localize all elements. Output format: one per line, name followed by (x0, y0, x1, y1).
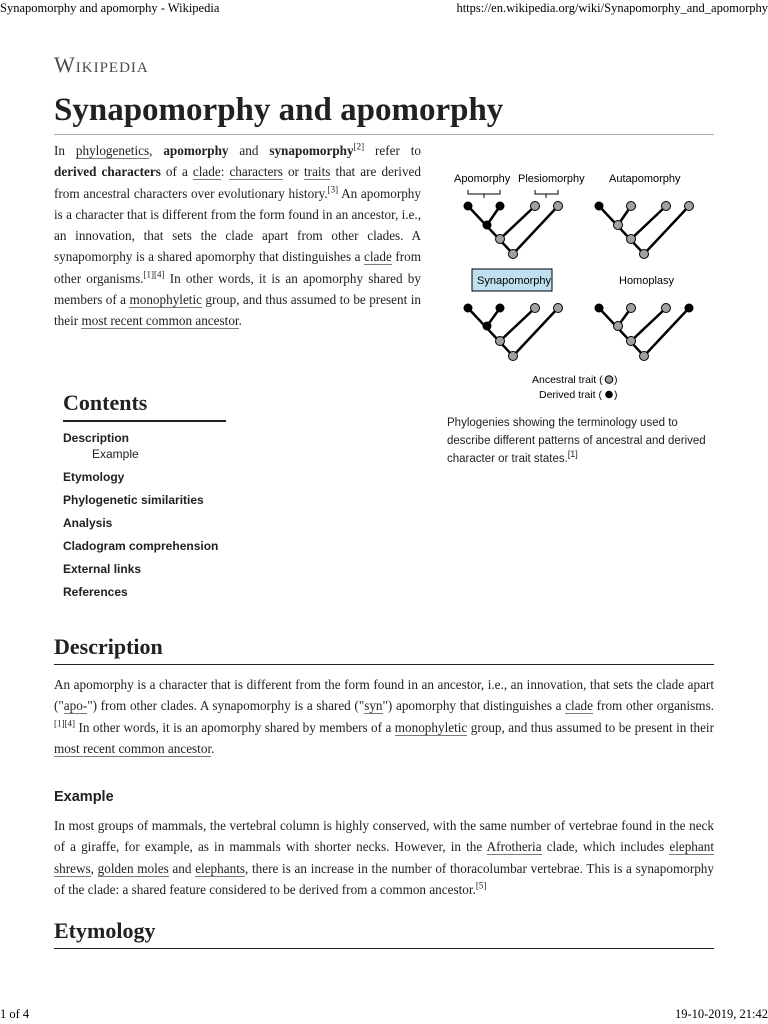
ref-5[interactable]: [5] (475, 880, 487, 891)
tree-apomorphy-plesiomorphy (468, 206, 558, 254)
node-ancestral (685, 202, 694, 211)
node-derived (496, 304, 505, 313)
bracket-plesiomorphy (535, 190, 558, 198)
node-ancestral (627, 202, 636, 211)
ref-3[interactable]: [3] (327, 184, 339, 195)
link-clade-2[interactable]: clade (364, 249, 392, 265)
label-plesiomorphy: Plesiomorphy (518, 173, 585, 185)
node-ancestral (531, 304, 540, 313)
node-ancestral (496, 235, 505, 244)
ref-2[interactable]: [2] (353, 141, 365, 152)
link-most-recent-common-ancestor[interactable]: most recent common ancestor (81, 313, 239, 329)
node-derived (595, 202, 604, 211)
toc-item-external-links[interactable]: External links (63, 562, 142, 576)
toc-item-phylogenetic-similarities[interactable]: Phylogenetic similarities (63, 493, 204, 507)
node-derived (483, 322, 492, 331)
tree-synapomorphy (468, 308, 558, 356)
node-ancestral (509, 352, 518, 361)
page-title: Synapomorphy and apomorphy (54, 88, 714, 135)
print-datetime: 19-10-2019, 21:42 (674, 1007, 768, 1021)
node-ancestral (640, 352, 649, 361)
svg-text:): ) (614, 389, 618, 401)
node-derived (464, 304, 473, 313)
node-derived (496, 202, 505, 211)
node-ancestral (640, 250, 649, 259)
link-elephants[interactable]: elephants (195, 860, 245, 876)
link-monophyletic[interactable]: monophyletic (129, 292, 202, 308)
lead-paragraph: In phylogenetics, apomorphy and synapomorphy[2] refer to derived characters of a clade: characters or traits that are derived from ancestral characters over evolutionary history.[3] An apomorphy is a character that is different from the form found in an ancestor, i.e., an innovation, that sets the clade apart from other clades. A synapomorphy is a shared apomorphy that distinguishes a clade from other organisms.[1][4] In other words, it is an apomorphy shared by members of a monophyletic group, and thus assumed to be present in their most recent common ancestor. (54, 141, 422, 329)
link-elephant-shrews[interactable]: elephant shrews (54, 839, 715, 876)
node-ancestral (662, 304, 671, 313)
phylogeny-figure[interactable] (444, 160, 714, 405)
link-clade[interactable]: clade (192, 164, 221, 180)
print-footer (0, 1006, 768, 1024)
description-paragraph: An apomorphy is a character that is different from the form found in an ancestor, i.e., an innovation, that sets the clade apart ("apo-") from other clades. A synapomorphy is a shared ("syn") apomorphy that distinguishes a clade from other organisms.[1][4] In other words, it is an apomorphy shared by members of a monophyletic group, and thus assumed to be present in their most recent common ancestor. (54, 677, 714, 756)
link-golden-moles[interactable]: golden moles (97, 860, 169, 876)
node-ancestral (627, 235, 636, 244)
ref-1[interactable]: [1] (54, 718, 65, 729)
link-traits[interactable]: traits (304, 164, 331, 180)
ref-4[interactable]: [4] (64, 718, 75, 729)
legend-derived-label: Derived trait ( (539, 389, 603, 401)
heading-description: Description (54, 634, 714, 665)
tree-autapomorphy (599, 206, 689, 254)
print-page-title: Synapomorphy and apomorphy - Wikipedia (0, 1, 220, 15)
table-of-contents (63, 390, 228, 607)
node-derived (483, 221, 492, 230)
node-ancestral (662, 202, 671, 211)
node-ancestral (554, 304, 563, 313)
label-homoplasy: Homoplasy (619, 275, 675, 287)
figure-caption: Phylogenies showing the terminology used to describe different patterns of ancestral and derived character or trait states.[1] (447, 417, 706, 465)
node-ancestral (554, 202, 563, 211)
node-ancestral (614, 221, 623, 230)
legend-ancestral-swatch (605, 376, 613, 384)
label-apomorphy: Apomorphy (454, 173, 511, 185)
print-header (0, 0, 768, 18)
label-autapomorphy: Autapomorphy (609, 173, 681, 185)
toc-title: Contents (63, 390, 226, 422)
node-ancestral (627, 337, 636, 346)
toc-item-description[interactable]: Description (63, 431, 130, 445)
ref-4[interactable]: [4] (154, 269, 165, 280)
legend-derived-swatch (605, 391, 613, 399)
node-ancestral (614, 322, 623, 331)
label-synapomorphy: Synapomorphy (477, 275, 551, 287)
node-ancestral (509, 250, 518, 259)
toc-item-analysis[interactable]: Analysis (63, 516, 113, 530)
ref-1[interactable]: [1] (567, 449, 578, 460)
heading-example: Example (54, 789, 114, 805)
link-apo[interactable]: apo- (63, 698, 88, 714)
link-characters[interactable]: characters (229, 164, 283, 180)
svg-text:): ) (614, 374, 618, 386)
figure-legend (532, 374, 618, 401)
heading-etymology: Etymology (54, 918, 714, 949)
page-counter: 1 of 4 (0, 1007, 30, 1021)
print-url[interactable]: https://en.wikipedia.org/wiki/Synapomorphy_and_apomorphy (456, 1, 768, 15)
legend-ancestral-label: Ancestral trait ( (532, 374, 603, 386)
tree-homoplasy (599, 308, 689, 356)
node-derived (464, 202, 473, 211)
link-afrotheria[interactable]: Afrotheria (486, 839, 542, 855)
link-phylogenetics[interactable]: phylogenetics (75, 143, 150, 158)
node-ancestral (627, 304, 636, 313)
link-monophyletic-2[interactable]: monophyletic (394, 719, 468, 735)
link-most-recent-common-ancestor-2[interactable]: most recent common ancestor (54, 740, 212, 756)
ref-1[interactable]: [1] (143, 269, 155, 280)
node-ancestral (496, 337, 505, 346)
link-clade-3[interactable]: clade (565, 698, 594, 714)
toc-item-cladogram-comprehension[interactable]: Cladogram comprehension (63, 539, 219, 553)
bracket-apomorphy (468, 190, 500, 198)
example-paragraph: In most groups of mammals, the vertebral column is highly conserved, with the same number of vertebrae found in the neck of a giraffe, for example, as in mammals with shorter necks. However, in the Afrotheria clade, which includes elephant shrews, golden moles and elephants, there is an increase in the number of thoracolumbar vertebrae. This is a synapomorphy of the clade: a shared feature considered to be derived from a common ancestor.[5] (54, 818, 715, 897)
wikipedia-wordmark[interactable]: Wikipedia (54, 52, 149, 77)
toc-item-references[interactable]: References (63, 585, 128, 599)
toc-item-example[interactable]: Example (92, 447, 139, 461)
node-derived (595, 304, 604, 313)
node-ancestral (531, 202, 540, 211)
toc-item-etymology[interactable]: Etymology (63, 470, 125, 484)
link-syn[interactable]: syn (364, 698, 383, 714)
phylogeny-diagram (444, 160, 714, 405)
node-derived (685, 304, 694, 313)
